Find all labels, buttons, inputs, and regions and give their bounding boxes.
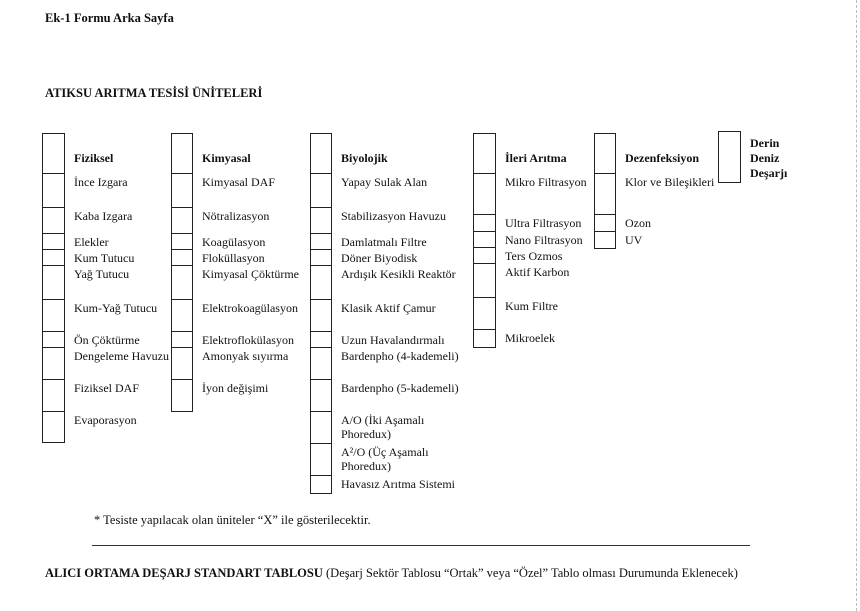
unit-label: A/O (İki Aşamalı Phoredux) <box>341 413 425 441</box>
unit-checkbox[interactable] <box>473 329 496 348</box>
unit-checkbox[interactable] <box>594 173 616 215</box>
unit-label: Koagülasyon <box>202 235 266 249</box>
unit-label: UV <box>625 233 643 247</box>
unit-label: Kum-Yağ Tutucu <box>74 301 158 315</box>
unit-checkbox[interactable] <box>473 247 496 264</box>
page-edge <box>856 0 857 611</box>
unit-label: Klasik Aktif Çamur <box>341 301 436 315</box>
unit-checkbox[interactable] <box>310 207 332 234</box>
unit-label: Yapay Sulak Alan <box>341 175 428 189</box>
unit-checkbox[interactable] <box>310 475 332 494</box>
unit-checkbox[interactable] <box>171 331 193 348</box>
unit-label: Kum Filtre <box>505 299 558 313</box>
unit-label: Dengeleme Havuzu <box>74 349 169 363</box>
unit-label: Uzun Havalandırmalı <box>341 333 445 347</box>
unit-checkbox[interactable] <box>310 331 332 348</box>
divider-line <box>92 545 750 546</box>
category-header: Dezenfeksiyon <box>625 151 699 165</box>
unit-label: Elekler <box>74 235 109 249</box>
category-header: Derin Deniz Deşarjı <box>750 136 788 180</box>
unit-checkbox[interactable] <box>310 379 332 412</box>
unit-label: Mikro Filtrasyon <box>505 175 587 189</box>
unit-label: Ozon <box>625 216 651 230</box>
unit-checkbox[interactable] <box>473 263 496 298</box>
unit-label: Kum Tutucu <box>74 251 135 265</box>
unit-label: Ardışık Kesikli Reaktör <box>341 267 456 281</box>
unit-label: Fiziksel DAF <box>74 381 140 395</box>
discharge-title-rest: (Deşarj Sektör Tablosu “Ortak” veya “Özel” Tablo olması Durumunda Eklenecek) <box>322 566 738 580</box>
unit-checkbox[interactable] <box>310 233 332 250</box>
unit-checkbox[interactable] <box>473 214 496 232</box>
unit-label: Elektroflokülasyon <box>202 333 294 347</box>
unit-label: Amonyak sıyırma <box>202 349 289 363</box>
unit-checkbox[interactable] <box>594 231 616 249</box>
unit-checkbox[interactable] <box>310 347 332 380</box>
unit-label: Döner Biyodisk <box>341 251 418 265</box>
unit-label: Bardenpho (5-kademeli) <box>341 381 459 395</box>
unit-checkbox[interactable] <box>171 379 193 412</box>
unit-checkbox[interactable] <box>42 411 65 443</box>
unit-label: Stabilizasyon Havuzu <box>341 209 446 223</box>
unit-label: İnce Izgara <box>74 175 128 189</box>
unit-checkbox[interactable] <box>42 265 65 300</box>
unit-label: Bardenpho (4-kademeli) <box>341 349 459 363</box>
unit-label: Nötralizasyon <box>202 209 270 223</box>
unit-checkbox[interactable] <box>473 297 496 330</box>
unit-label: A²/O (Üç Aşamalı Phoredux) <box>341 445 429 473</box>
unit-label: Floküllasyon <box>202 251 265 265</box>
section-title: ATIKSU ARITMA TESİSİ ÜNİTELERİ <box>45 86 263 100</box>
category-checkbox[interactable] <box>594 133 616 174</box>
unit-checkbox[interactable] <box>42 347 65 380</box>
unit-checkbox[interactable] <box>473 173 496 215</box>
unit-checkbox[interactable] <box>171 299 193 332</box>
unit-label: Mikroelek <box>505 331 555 345</box>
unit-label: Nano Filtrasyon <box>505 233 583 247</box>
category-header: Fiziksel <box>74 151 114 165</box>
unit-label: Ters Ozmos <box>505 249 563 263</box>
unit-label: Damlatmalı Filtre <box>341 235 427 249</box>
unit-checkbox[interactable] <box>42 379 65 412</box>
discharge-standard-title <box>45 566 745 581</box>
unit-checkbox[interactable] <box>310 249 332 266</box>
unit-checkbox[interactable] <box>310 443 332 476</box>
unit-checkbox[interactable] <box>171 207 193 234</box>
discharge-title-bold: ALICI ORTAMA DEŞARJ STANDART TABLOSU <box>45 566 323 580</box>
unit-checkbox[interactable] <box>171 347 193 380</box>
unit-checkbox[interactable] <box>171 265 193 300</box>
unit-checkbox[interactable] <box>42 331 65 348</box>
unit-checkbox[interactable] <box>310 173 332 208</box>
unit-label: Kimyasal DAF <box>202 175 275 189</box>
category-checkbox[interactable] <box>473 133 496 174</box>
category-checkbox[interactable] <box>42 133 65 174</box>
category-header: Biyolojik <box>341 151 388 165</box>
unit-checkbox[interactable] <box>310 265 332 300</box>
unit-label: Elektrokoagülasyon <box>202 301 298 315</box>
unit-label: Yağ Tutucu <box>74 267 130 281</box>
category-header: İleri Arıtma <box>505 151 567 165</box>
unit-checkbox[interactable] <box>171 173 193 208</box>
unit-checkbox[interactable] <box>310 299 332 332</box>
unit-label: Kaba Izgara <box>74 209 133 223</box>
category-header: Kimyasal <box>202 151 251 165</box>
category-checkbox[interactable] <box>171 133 193 174</box>
unit-checkbox[interactable] <box>42 207 65 234</box>
unit-checkbox[interactable] <box>42 173 65 208</box>
unit-label: Havasız Arıtma Sistemi <box>341 477 455 491</box>
unit-label: Ön Çöktürme <box>74 333 140 347</box>
unit-checkbox[interactable] <box>171 233 193 250</box>
category-checkbox[interactable] <box>310 133 332 174</box>
unit-checkbox[interactable] <box>473 231 496 248</box>
unit-checkbox[interactable] <box>171 249 193 266</box>
unit-label: Klor ve Bileşikleri <box>625 175 715 189</box>
unit-checkbox[interactable] <box>42 299 65 332</box>
unit-label: Kimyasal Çöktürme <box>202 267 299 281</box>
unit-checkbox[interactable] <box>310 411 332 444</box>
page-title: Ek-1 Formu Arka Sayfa <box>45 11 174 25</box>
unit-label: Evaporasyon <box>74 413 137 427</box>
unit-checkbox[interactable] <box>42 249 65 266</box>
unit-label: İyon değişimi <box>202 381 269 395</box>
unit-label: Ultra Filtrasyon <box>505 216 582 230</box>
unit-label: Aktif Karbon <box>505 265 570 279</box>
category-checkbox[interactable] <box>718 131 741 183</box>
footnote: * Tesiste yapılacak olan üniteler “X” ile gösterilecektir. <box>94 513 371 527</box>
unit-checkbox[interactable] <box>594 214 616 232</box>
unit-checkbox[interactable] <box>42 233 65 250</box>
